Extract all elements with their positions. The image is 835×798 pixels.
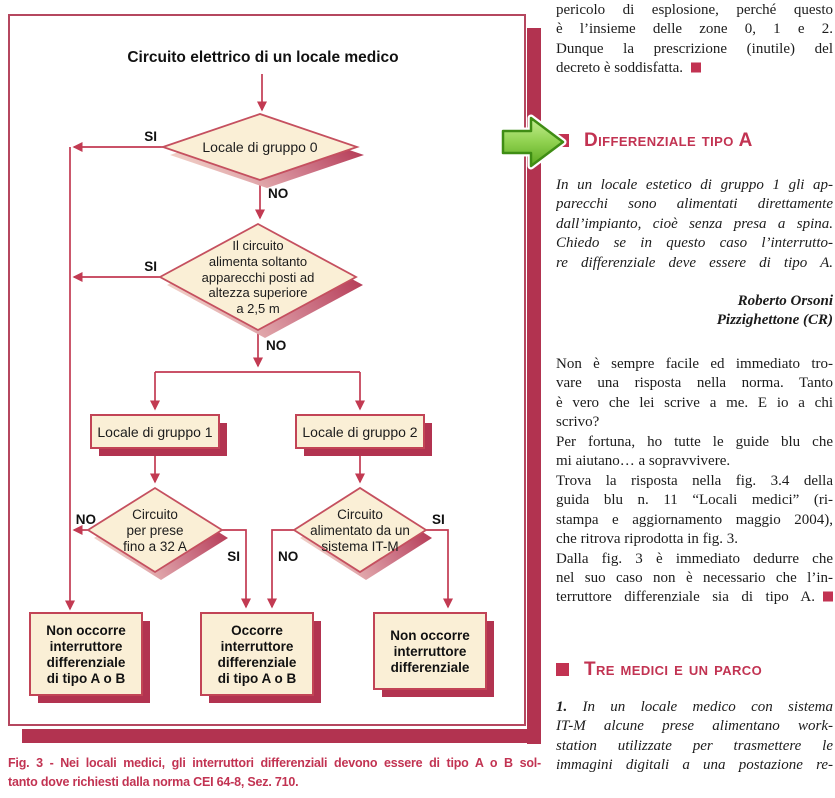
label-no-d4: NO [278,549,299,564]
text-line: In un locale estetico di gruppo 1 gli ap- [556,177,833,193]
text-line: stampa e aggiornamento maggio 2004), [556,511,833,528]
text-line [556,59,833,78]
heading-text: Differenziale tipo A [584,130,753,151]
result-2-line: differenziale [217,655,297,670]
section-heading-tre-medici [556,660,833,679]
article-column [556,0,833,798]
text-line [556,588,833,607]
decision-4-line: sistema IT-M [321,539,399,554]
figure-caption [8,754,541,791]
heading-square-icon [556,663,569,676]
text-line: scrivo? [556,414,600,431]
box-gruppo-2-label: Locale di gruppo 2 [302,424,418,440]
signature-name: Roberto Orsoni [737,293,833,309]
text-line: immagini digitali a una postazione re- [556,757,833,774]
heading-text: Tre medici e un parco [584,659,763,680]
label-no-d1: NO [268,186,289,201]
text-line: parecchi sono alimentati direttamente [556,196,833,213]
text-line: Dunque la prescrizione (inutile) del [556,40,833,57]
signature-place: Pizzighettone (CR) [716,312,833,329]
green-pointer-arrow [498,110,568,174]
box-gruppo-1-label: Locale di gruppo 1 [97,424,213,440]
signature [556,292,833,331]
answer-paragraph [556,355,833,608]
flowchart-title: Circuito elettrico di un locale medico [127,49,399,66]
text-line: Per fortuna, ho tutte le guide blu che [556,433,833,450]
caption-line: tanto dove richiesti dalla norma CEI 64-8, Sez. 710. [8,774,299,789]
text-line: dall’impianto, cioè senza presa a spina. [556,215,833,232]
text-line: nel suo caso non è necessario che l’in- [556,569,833,586]
text-line: re differenziale deve essere di tipo A. [556,254,833,271]
text-line: station utilizzate per trasmettere le [556,737,833,754]
text-line-content: In un locale medico con sistema [582,699,833,715]
result-2-line: di tipo A o B [217,671,297,686]
result-1-line: differenziale [46,655,126,670]
decision-3-line: fino a 32 A [123,539,187,554]
decision-2-line: apparecchi posti ad [201,270,315,285]
label-si-d2: SI [144,259,157,274]
caption-line: Fig. 3 - Nei locali medici, gli interruttori differenziali devono essere di tipo A o B sol- [8,756,541,770]
text-line: Non è sempre facile ed immediato tro- [556,356,833,372]
result-2-line: interruttore [220,639,294,654]
result-1-line: interruttore [49,639,123,654]
label-no-d3: NO [75,512,96,527]
text-line: IT-M alcune prese alimentano work- [556,718,833,735]
question-number: 1. [556,699,568,715]
text-line: vare una risposta nella norma. Tanto [556,375,833,392]
text-line: mi aiutano… a sopravvivere. [556,453,731,470]
label-no-d2: NO [266,338,287,353]
decision-2-line: alimenta soltanto [208,254,308,269]
reader-question-2 [556,698,833,776]
decision-2-line: Il circuito [232,238,284,253]
text-line: Chiedo se in questo caso l’interrutto- [556,235,833,252]
text-line-content: terruttore differenziale sia di tipo A. [556,589,815,606]
result-1-line: di tipo A o B [46,671,126,686]
text-line-content: decreto è soddisfatta. [556,60,684,77]
decision-2-line: a 2,5 m [236,301,280,316]
text-line [556,698,833,717]
result-1-line: Non occorre [46,623,126,638]
decision-1-label: Locale di gruppo 0 [202,139,318,155]
result-3-line: Non occorre [390,628,470,643]
text-line: è vero che lei scrive a me. E io a chi [556,394,833,411]
text-line: Dalla fig. 3 è immediato dedurre che [556,550,833,567]
result-3-line: differenziale [390,660,470,675]
result-2-line: Occorre [231,623,283,638]
decision-3-line: per prese [126,523,184,538]
paragraph-intro [556,1,833,79]
decision-3-line: Circuito [132,507,178,522]
green-arrow-shape [503,118,563,166]
decision-2-line: altezza superiore [208,285,308,300]
label-si-d4: SI [432,512,445,527]
text-line: pericolo di esplosione, perché questo [556,2,833,18]
text-line: Trova la risposta nella fig. 3.4 della [556,472,833,489]
end-of-article-square-icon [691,63,701,73]
text-line: guida blu n. 11 “Locali medici” (ri- [556,492,833,509]
section-heading-differenziale [556,131,833,150]
text-line: che ritrova riprodotta in fig. 3. [556,531,739,548]
decision-4-line: alimentato da un [310,523,410,538]
figure-shadow-bottom [22,729,541,743]
decision-4-line: Circuito [337,507,383,522]
end-of-article-square-icon [823,592,833,602]
reader-question [556,176,833,273]
label-si-d1: SI [144,129,157,144]
text-line: è l’insieme delle zone 0, 1 e 2. [556,21,833,38]
result-3-line: interruttore [393,644,467,659]
label-si-d3: SI [227,549,240,564]
